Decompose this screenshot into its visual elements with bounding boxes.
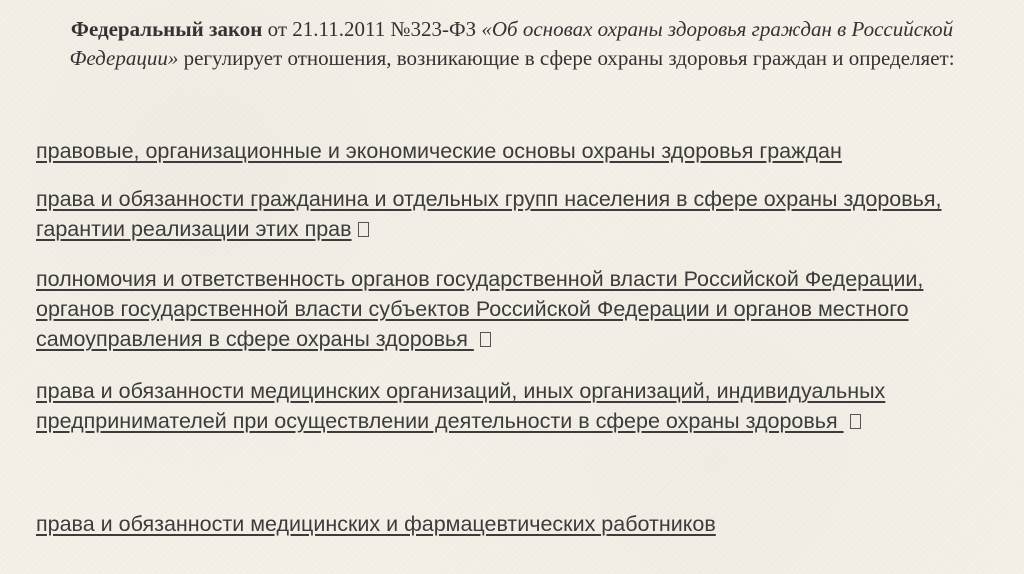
list-item-text: права и обязанности гражданина и отдельных групп населения в сфере охраны здоровья, гарантии реализации этих прав [36,187,942,241]
list-item-text: правовые, организационные и экономические основы охраны здоровья граждан [36,139,842,163]
checkbox-square-icon [850,414,861,429]
list-item [36,509,986,539]
intro-text: регулирует отношения, возникающие в сфере охраны здоровья граждан и определяет: [178,46,955,70]
law-date-number: от 21.11.2011 №323-ФЗ [262,17,482,41]
law-label: Федеральный закон [70,17,263,41]
checkbox-square-icon [358,222,369,237]
list-item [36,184,986,244]
list-item [36,264,986,354]
law-title: «Об основах охраны здоровья граждан в Российской Федерации» [69,17,954,70]
list-item [36,136,986,166]
list-item-text: права и обязанности медицинских и фармацевтических работников [36,512,716,536]
intro-paragraph [40,15,984,73]
checkbox-square-icon [480,332,491,347]
list-item-text: права и обязанности медицинских организаций, иных организаций, индивидуальных предпринимателей при осуществлении деятельности в сфере охраны здоровья [36,379,886,433]
list-item [36,376,986,436]
list-item-text: полномочия и ответственность органов государственной власти Российской Федерации, органов государственной власти субъектов Российской Федерации и органов местного самоуправления в сфере охраны здоровья [36,267,924,351]
